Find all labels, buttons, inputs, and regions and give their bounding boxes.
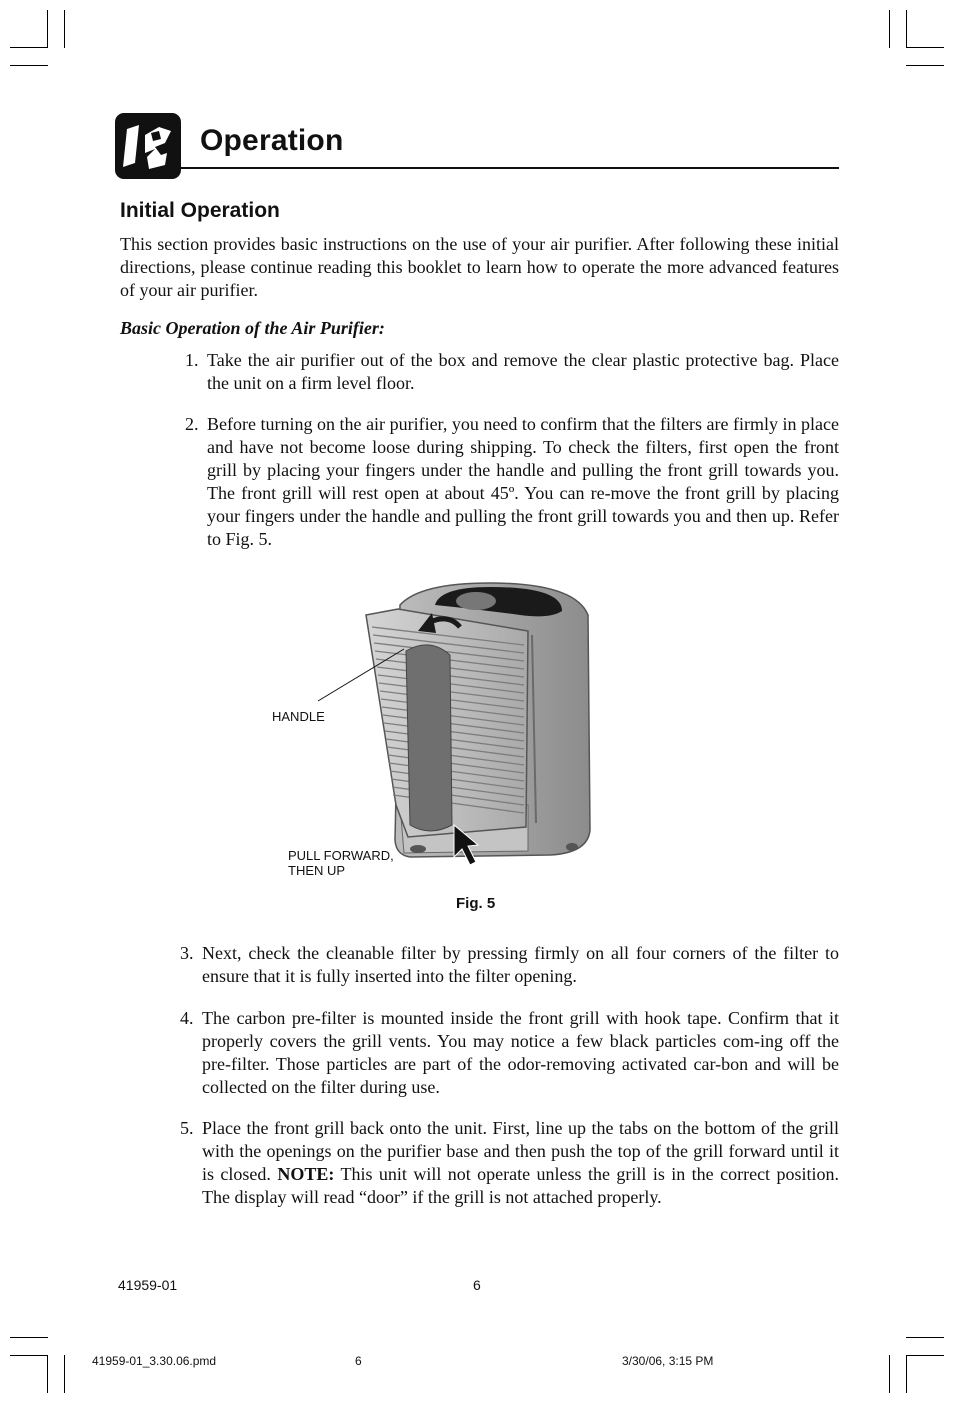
- crop-mark: [64, 10, 65, 48]
- note-label: NOTE:: [277, 1164, 335, 1184]
- step-text: Take the air purifier out of the box and remove the clear plastic protective bag. Place the unit on a firm level floor.: [207, 350, 839, 393]
- page-number: 6: [473, 1277, 481, 1293]
- step-text-part: This unit will not operate unless the grill is in the correct position. The display will read “door” if the grill is not attached properly.: [202, 1164, 839, 1207]
- air-purifier-figure: [300, 575, 640, 875]
- step-text: Before turning on the air purifier, you need to confirm that the filters are firmly in place and have not become loose during shipping. To check the filters, first open the front grill by placing your fingers under the handle and pulling the front grill towards you. The front grill will rest open at about 45º. You can re-move the front grill by placing your fingers under the handle and pulling the front grill towards you and then up. Refer to Fig. 5.: [207, 414, 839, 549]
- crop-mark: [64, 1355, 65, 1393]
- slug-filename: 41959-01_3.30.06.pmd: [92, 1354, 217, 1368]
- doc-number: 41959-01: [118, 1277, 178, 1293]
- pull-label-line1: PULL FORWARD,: [288, 848, 394, 863]
- slug-timestamp: 3/30/06, 3:15 PM: [622, 1354, 714, 1368]
- operation-tab-icon: [115, 113, 181, 179]
- crop-mark: [906, 10, 907, 48]
- step-text: [202, 1117, 839, 1209]
- page-title: Operation: [200, 124, 344, 157]
- intro-paragraph: This section provides basic instructions on the use of your air purifier. After following these initial directions, please continue reading this booklet to learn how to operate the more advanced features of your air purifier.: [120, 234, 839, 300]
- step-number: 4.: [180, 1008, 194, 1028]
- crop-mark: [889, 1355, 890, 1393]
- crop-mark: [10, 1355, 48, 1356]
- crop-mark: [906, 1337, 944, 1338]
- subheading: Basic Operation of the Air Purifier:: [120, 318, 385, 338]
- step-number: 2.: [185, 414, 199, 434]
- step-number: 5.: [180, 1118, 194, 1138]
- crop-mark: [47, 10, 48, 48]
- step-text-part: Place the front grill back onto the unit. First, line up the tabs on the bottom of the grill with the openings on the purifier base and then push the top of the grill forward until it is closed.: [202, 1118, 839, 1184]
- step-number: 1.: [185, 350, 199, 370]
- crop-mark: [10, 47, 48, 48]
- handle-callout-line: [310, 645, 410, 705]
- crop-mark: [10, 1337, 48, 1338]
- crop-mark: [906, 1355, 944, 1356]
- pull-label-line2: THEN UP: [288, 863, 346, 878]
- step-text: The carbon pre-filter is mounted inside the front grill with hook tape. Confirm that it properly covers the grill vents. You may notice a few black particles com-ing off the pre-filter. Those particles are part of the odor-removing activated car-bon and will be collected on the filter during use.: [202, 1008, 839, 1097]
- section-heading: Initial Operation: [120, 199, 280, 222]
- crop-mark: [47, 1355, 48, 1393]
- crop-mark: [906, 65, 944, 66]
- figure-caption: Fig. 5: [456, 895, 496, 912]
- crop-mark: [906, 47, 944, 48]
- crop-mark: [906, 1355, 907, 1393]
- step-text: Next, check the cleanable filter by pressing firmly on all four corners of the filter to ensure that it is fully inserted into the filter opening.: [202, 943, 839, 986]
- crop-mark: [889, 10, 890, 48]
- step-number: 3.: [180, 943, 194, 963]
- title-rule: [180, 167, 839, 169]
- crop-mark: [10, 65, 48, 66]
- handle-label: HANDLE: [272, 709, 325, 724]
- slug-page: 6: [355, 1354, 362, 1368]
